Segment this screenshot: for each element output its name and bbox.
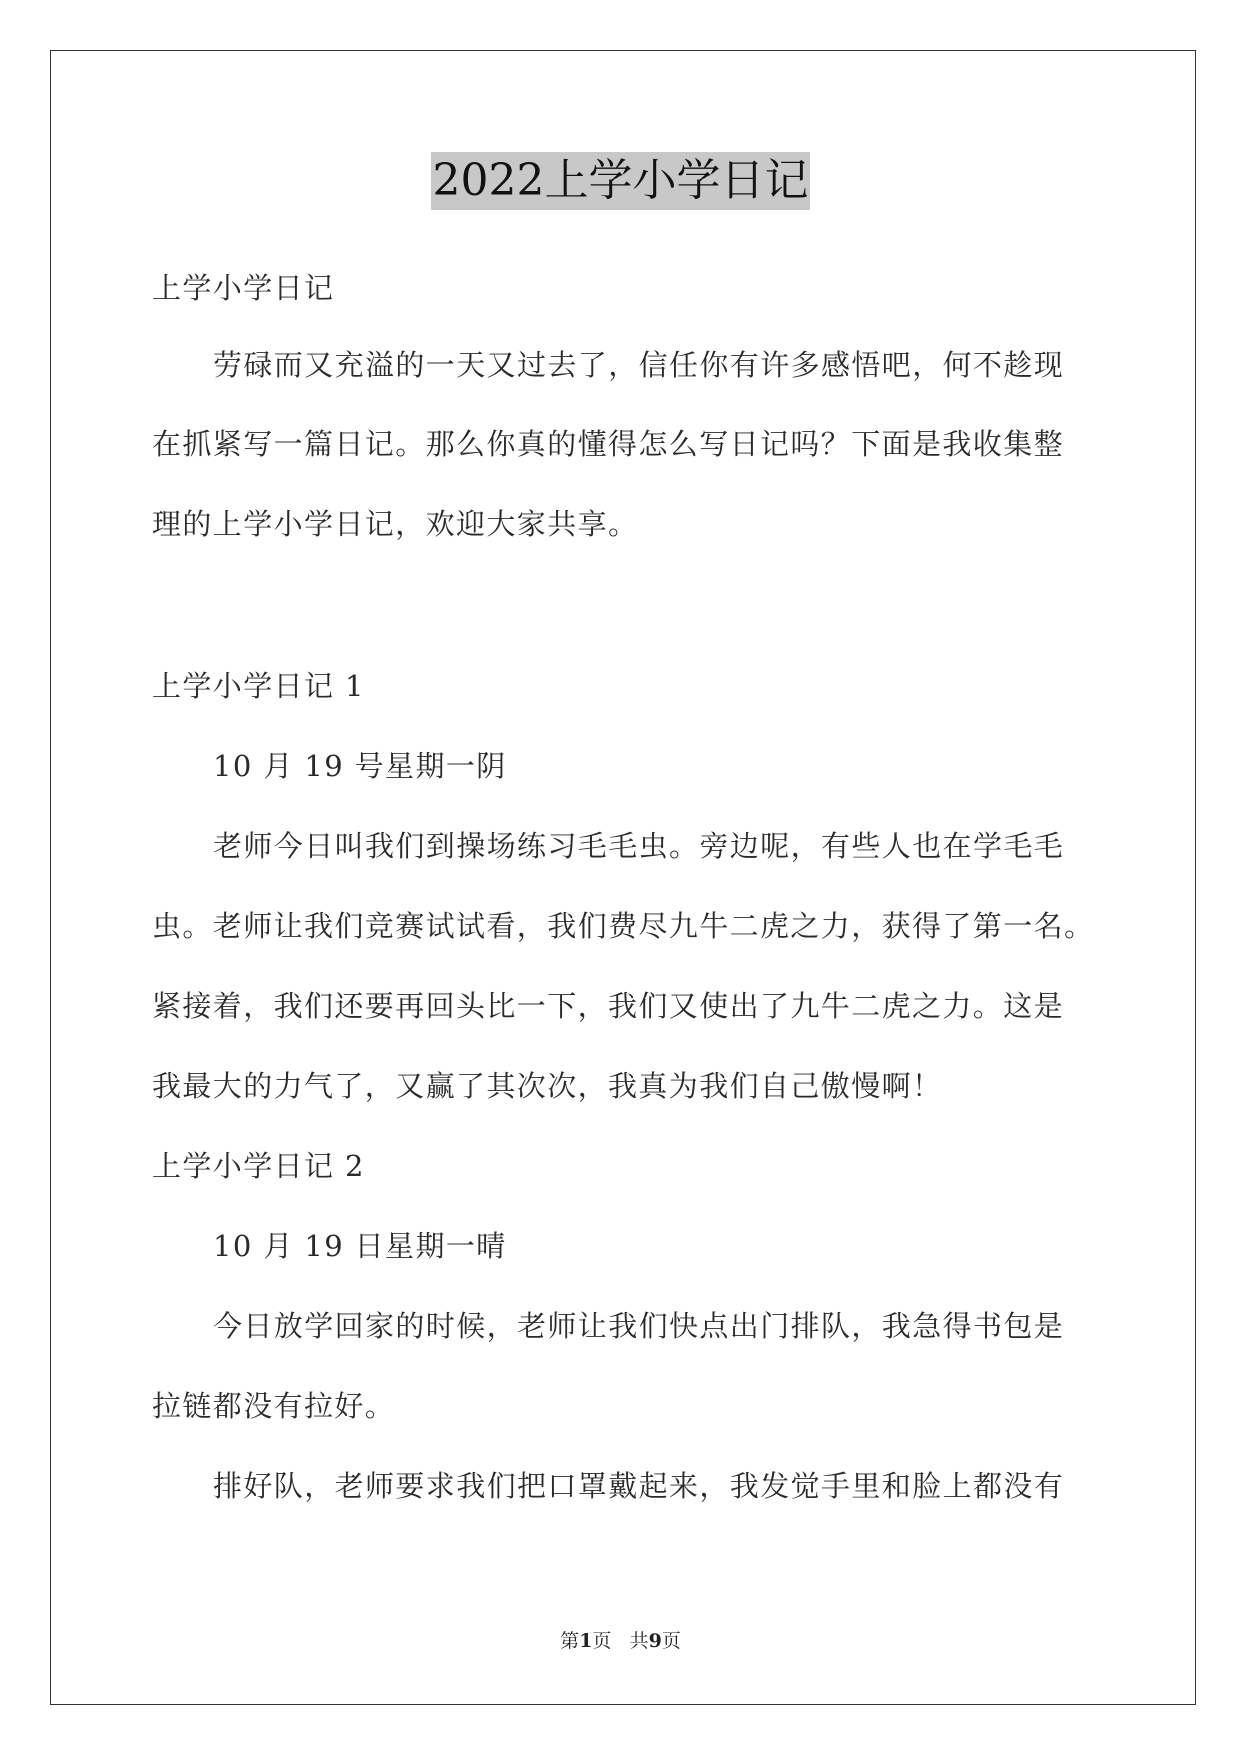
footer-total-unit: 页 [661, 1630, 681, 1652]
paragraph-line: 我最大的力气了，又赢了其次次，我真为我们自己傲慢啊！ [152, 1069, 943, 1103]
paragraph-line: 排好队，老师要求我们把口罩戴起来，我发觉手里和脸上都没有 [213, 1469, 1065, 1503]
paragraph-line: 今日放学回家的时候，老师让我们快点出门排队，我急得书包是 [213, 1309, 1065, 1343]
paragraph-line: 紧接着，我们还要再回头比一下，我们又使出了九牛二虎之力。这是 [152, 989, 1065, 1023]
footer-page-current: 1 [579, 1630, 593, 1652]
diary-date: 10 月 19 号星期一阴 [213, 749, 507, 783]
paragraph-line: 理的上学小学日记，欢迎大家共享。 [152, 507, 639, 541]
paragraph-line: 虫。老师让我们竞赛试试看，我们费尽九牛二虎之力，获得了第一名。 [152, 909, 1095, 943]
section-heading: 上学小学日记 2 [152, 1149, 365, 1183]
title-container [0, 152, 1241, 210]
paragraph-line: 拉链都没有拉好。 [152, 1389, 396, 1423]
document-title: 2022上学小学日记 [431, 152, 811, 210]
paragraph-line: 老师今日叫我们到操场练习毛毛虫。旁边呢，有些人也在学毛毛 [213, 829, 1065, 863]
section-heading: 上学小学日记 [152, 271, 335, 305]
footer-total-prefix: 共 [629, 1630, 649, 1652]
page-footer [0, 1628, 1241, 1654]
paragraph-line: 在抓紧写一篇日记。那么你真的懂得怎么写日记吗？下面是我收集整 [152, 427, 1065, 461]
paragraph-line: 劳碌而又充溢的一天又过去了，信任你有许多感悟吧，何不趁现 [213, 348, 1065, 382]
footer-page-total: 9 [648, 1630, 662, 1652]
footer-page-unit: 页 [592, 1630, 612, 1652]
section-heading: 上学小学日记 1 [152, 669, 365, 703]
diary-date: 10 月 19 日星期一晴 [213, 1229, 507, 1263]
footer-page-prefix: 第 [560, 1630, 580, 1652]
